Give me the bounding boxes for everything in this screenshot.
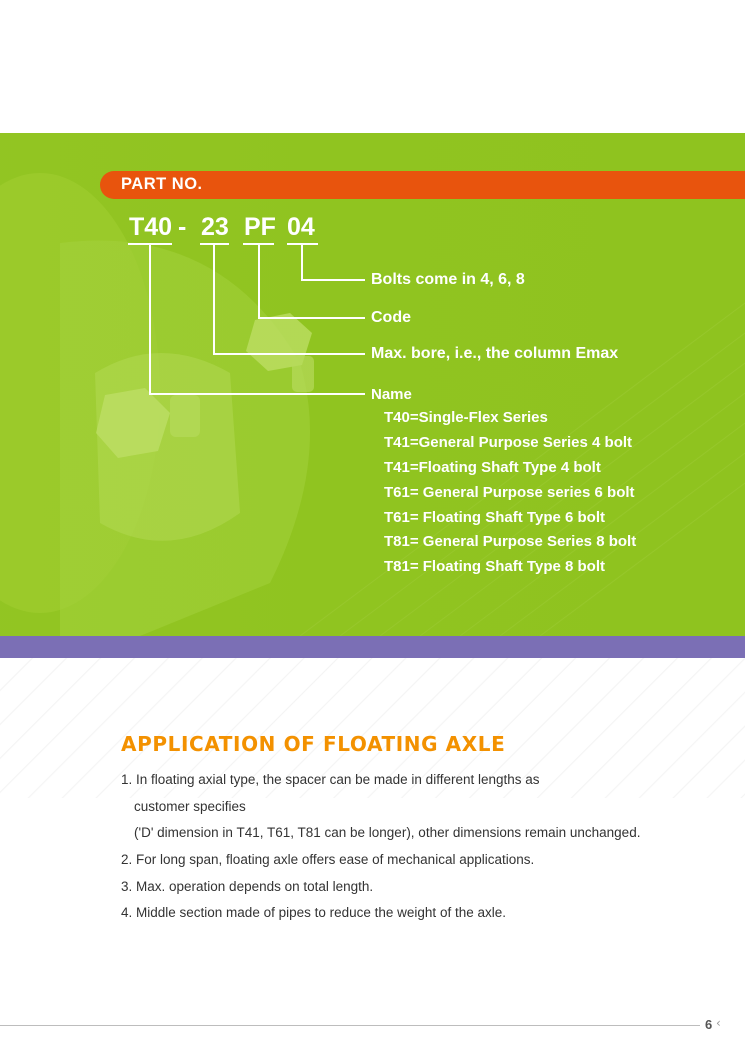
- code-type: PF: [244, 213, 276, 241]
- code-bore: 23: [201, 213, 229, 241]
- coupling-illustration: [0, 133, 745, 636]
- label-name: Name: [371, 386, 412, 403]
- code-series: T40: [129, 213, 173, 241]
- application-line: 1. In floating axial type, the spacer can be made in different lengths as: [121, 772, 540, 787]
- name-list-item: T41=Floating Shaft Type 4 bolt: [384, 459, 601, 476]
- code-bolts: 04: [287, 213, 315, 241]
- part-no-heading: [121, 175, 202, 194]
- application-line: 4. Middle section made of pipes to reduce the weight of the axle.: [121, 905, 506, 920]
- name-list-item: T81= Floating Shaft Type 8 bolt: [384, 558, 605, 575]
- application-line: 3. Max. operation depends on total length.: [121, 879, 374, 894]
- name-list-item: T61= Floating Shaft Type 6 bolt: [384, 509, 605, 526]
- code-dash: -: [178, 213, 187, 241]
- application-line: ('D' dimension in T41, T61, T81 can be longer), other dimensions remain unchanged.: [134, 825, 641, 840]
- application-line: 2. For long span, floating axle offers ease of mechanical applications.: [121, 852, 535, 867]
- application-title: APPLICATION OF FLOATING AXLE: [121, 732, 506, 756]
- label-bolts: Bolts come in 4, 6, 8: [371, 271, 525, 288]
- footer-rule: [0, 1025, 700, 1026]
- label-bore: Max. bore, i.e., the column Emax: [371, 345, 619, 362]
- purple-band: [0, 636, 745, 658]
- page-number: 6: [705, 1017, 713, 1032]
- part-no-heading-dot: .: [197, 176, 203, 193]
- label-code: Code: [371, 309, 411, 326]
- name-list-item: T81= General Purpose Series 8 bolt: [384, 533, 637, 550]
- name-list-item: T61= General Purpose series 6 bolt: [384, 484, 635, 501]
- part-no-heading-text: PART NO: [121, 175, 198, 193]
- chevron-left-icon: ‹: [716, 1016, 721, 1030]
- name-list-item: T41=General Purpose Series 4 bolt: [384, 434, 633, 451]
- green-panel: [0, 133, 745, 636]
- name-list-item: T40=Single-Flex Series: [384, 409, 548, 426]
- application-line: customer specifies: [134, 799, 246, 814]
